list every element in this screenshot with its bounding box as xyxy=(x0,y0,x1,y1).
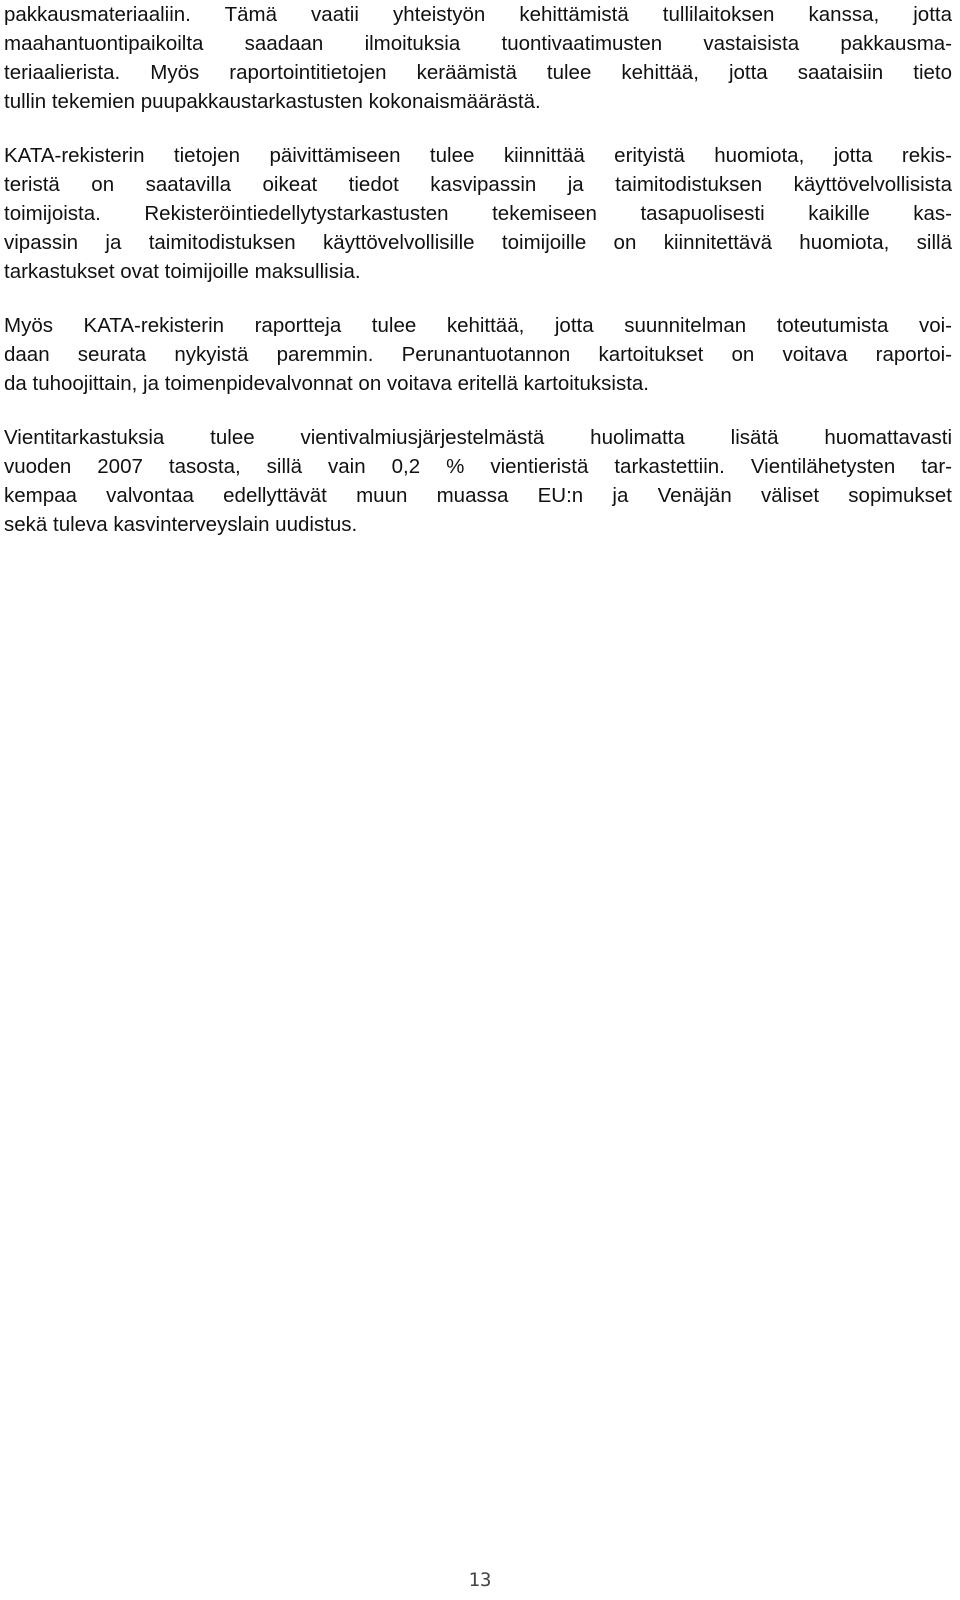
text-line: daan seurata nykyistä paremmin. Perunantuotannon kartoitukset on voitava raportoi- xyxy=(4,343,952,366)
text-line: Myös KATA-rekisterin raportteja tulee kehittää, jotta suunnitelman toteutumista voi- xyxy=(4,314,952,337)
text-line: da tuhoojittain, ja toimenpidevalvonnat on voitava eritellä kartoituksista. xyxy=(4,372,649,395)
text-line: KATA-rekisterin tietojen päivittämiseen tulee kiinnittää erityistä huomiota, jotta rekis- xyxy=(4,144,952,167)
paragraph-export-inspections xyxy=(4,423,952,539)
page-number: 13 xyxy=(468,1569,492,1591)
paragraph-kata-register xyxy=(4,141,952,286)
text-line: toimijoista. Rekisteröintiedellytystarkastusten tekemiseen tasapuolisesti kaikille kas- xyxy=(4,202,952,225)
text-line: maahantuontipaikoilta saadaan ilmoituksia tuontivaatimusten vastaisista pakkausma- xyxy=(4,32,952,55)
text-line: pakkausmateriaaliin. Tämä vaatii yhteistyön kehittämistä tullilaitoksen kanssa, jotta xyxy=(4,3,952,26)
text-line: teriaalierista. Myös raportointitietojen keräämistä tulee kehittää, jotta saataisiin tieto xyxy=(4,61,952,84)
text-line: Vientitarkastuksia tulee vientivalmiusjärjestelmästä huolimatta lisätä huomattavasti xyxy=(4,426,952,449)
paragraph-kata-reports xyxy=(4,311,952,398)
text-line: tarkastukset ovat toimijoille maksullisia. xyxy=(4,260,361,283)
text-line: teristä on saatavilla oikeat tiedot kasvipassin ja taimitodistuksen käyttövelvollisista xyxy=(4,173,952,196)
paragraph-packaging-material xyxy=(4,0,952,116)
text-line: tullin tekemien puupakkaustarkastusten kokonaismäärästä. xyxy=(4,90,541,113)
text-line: kempaa valvontaa edellyttävät muun muassa EU:n ja Venäjän väliset sopimukset xyxy=(4,484,952,507)
text-line: vuoden 2007 tasosta, sillä vain 0,2 % vientieristä tarkastettiin. Vientilähetysten tar- xyxy=(4,455,952,478)
text-line: sekä tuleva kasvinterveyslain uudistus. xyxy=(4,513,358,536)
text-line: vipassin ja taimitodistuksen käyttövelvollisille toimijoille on kiinnitettävä huomiota, sillä xyxy=(4,231,952,254)
